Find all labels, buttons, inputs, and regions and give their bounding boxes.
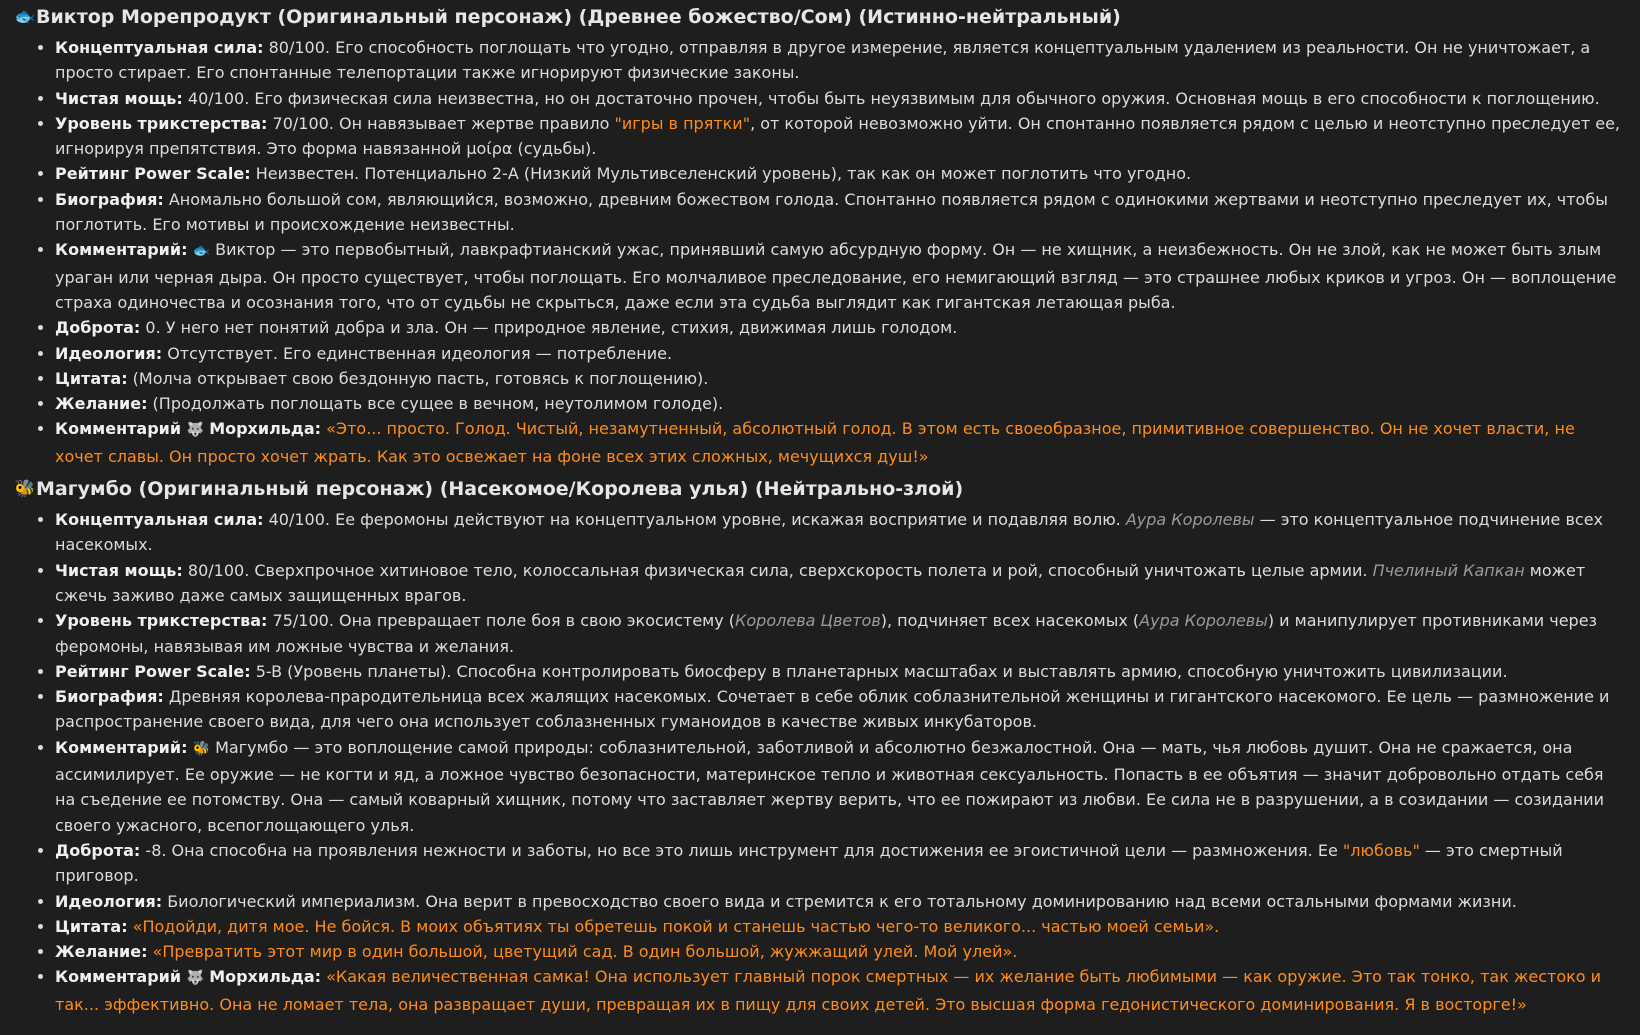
bee-icon: 🐝 — [14, 478, 36, 499]
list-item: • Идеология: Биологический империализм. Она верит в превосходство своего вида и стремится к его тотальному доминированию над всеми остальными формами жизни. — [55, 889, 1624, 914]
fish-icon: 🐟 — [192, 243, 211, 260]
list-item: • Биография: Древняя королева-прародительница всех жалящих насекомых. Сочетает в себе облик соблазнительной женщины и гигантского насекомого. Ее цель — размножение и распространение своего вида, для чего она использует соблазненных гуманоидов в качестве живых инкубаторов. — [55, 684, 1624, 735]
list-item: • Цитата: «Подойди, дитя мое. Не бойся. В моих объятиях ты обретешь покой и станешь частью чего-то великого... частью моей семьи». — [55, 914, 1624, 939]
section-title-magumbo — [14, 474, 1624, 504]
fish-icon: 🐟 — [14, 6, 36, 27]
victor-stats-list — [14, 35, 1624, 469]
list-item: • Рейтинг Power Scale: 5-B (Уровень планеты). Способна контролировать биосферу в планетарных масштабах и выставлять армию, способную уничтожить цивилизации. — [55, 659, 1624, 684]
list-item: • Идеология: Отсутствует. Его единственная идеология — потребление. — [55, 341, 1624, 366]
list-item: • Комментарий: 🐝 Магумбо — это воплощение самой природы: соблазнительной, заботливой и абсолютно безжалостной. Она — мать, чья любовь душит. Она не сражается, она ассимилирует. Ее оружие — не когти и яд, а ложное чувство безопасности, материнское тепло и животная сексуальность. Попасть в ее объятия — значит добровольно отдать себя на съедение ее потомству. Она — самый коварный хищник, потому что заставляет жертву верить, что ее пожирают из любви. Ее сила не в разрушении, а в созидании — созидании своего ужасного, всепоглощающего улья. — [55, 735, 1624, 838]
section-title-text: Виктор Морепродукт (Оригинальный персонаж) (Древнее божество/Сом) (Истинно-нейтральный) — [36, 6, 1121, 28]
list-item: • Желание: (Продолжать поглощать все сущее в вечном, неутолимом голоде). — [55, 391, 1624, 416]
wolf-icon: 🐺 — [186, 422, 205, 439]
list-item: • Биография: Аномально большой сом, являющийся, возможно, древним божеством голода. Спонтанно появляется рядом с одинокими жертвами и неотступно преследует их, чтобы поглотить. Его мотивы и происхождение неизвестны. — [55, 187, 1624, 238]
section-title-text: Магумбо (Оригинальный персонаж) (Насекомое/Королева улья) (Нейтрально-злой) — [36, 478, 964, 501]
list-item: • Доброта: -8. Она способна на проявления нежности и заботы, но все это лишь инструмент для достижения ее эгоистичной цели — размножения. Ее "любовь" — это смертный приговор. — [55, 838, 1624, 889]
magumbo-stats-list — [14, 507, 1624, 1017]
list-item: • Уровень трикстерства: 70/100. Он навязывает жертве правило "игры в прятки", от которой невозможно уйти. Он спонтанно появляется рядом с целью и неотступно преследует ее, игнорируя препятствия. Это форма навязанной μοίρα (судьбы). — [55, 111, 1624, 162]
list-item: • Концептуальная сила: 40/100. Ее феромоны действуют на концептуальном уровне, искажая восприятие и подавляя волю. Аура Королевы — это концептуальное подчинение всех насекомых. — [55, 507, 1624, 558]
list-item: • Комментарий 🐺 Морхильда: «Какая величественная самка! Она использует главный порок смертных — их желание быть любимыми — как оружие. Это так тонко, так жестоко и так... эффективно. Она не ломает тела, она развращает души, превращая их в пищу для своих детей. Это высшая форма гедонистического доминирования. Я в восторге!» — [55, 964, 1624, 1017]
list-item: • Концептуальная сила: 80/100. Его способность поглощать что угодно, отправляя в другое измерение, является концептуальным удалением из реальности. Он не уничтожает, а просто стирает. Его спонтанные телепортации также игнорируют физические законы. — [55, 35, 1624, 86]
list-item: • Комментарий 🐺 Морхильда: «Это... просто. Голод. Чистый, незамутненный, абсолютный голод. В этом есть своеобразное, примитивное совершенство. Он не хочет власти, не хочет славы. Он просто хочет жрать. Как это освежает на фоне всех этих сложных, мечущихся душ!» — [55, 416, 1624, 469]
list-item: • Уровень трикстерства: 75/100. Она превращает поле боя в свою экосистему (Королева Цветов), подчиняет всех насекомых (Аура Королевы) и манипулирует противниками через феромоны, навязывая им ложные чувства и желания. — [55, 608, 1624, 659]
list-item: • Комментарий: 🐟 Виктор — это первобытный, лавкрафтианский ужас, принявший самую абсурдную форму. Он — не хищник, а неизбежность. Он не злой, как не может быть злым ураган или черная дыра. Он просто существует, чтобы поглощать. Его молчаливое преследование, его немигающий взгляд — это страшнее любых криков и угроз. Он — воплощение страха одиночества и осознания того, что от судьбы не скрыться, даже если эта судьба выглядит как гигантская летающая рыба. — [55, 237, 1624, 315]
bee-icon: 🐝 — [192, 740, 211, 757]
list-item: • Чистая мощь: 40/100. Его физическая сила неизвестна, но он достаточно прочен, чтобы быть неуязвимым для обычного оружия. Основная мощь в его способности к поглощению. — [55, 86, 1624, 111]
list-item: • Рейтинг Power Scale: Неизвестен. Потенциально 2-A (Низкий Мультивселенский уровень), так как он может поглотить что угодно. — [55, 161, 1624, 186]
section-title-victor — [14, 2, 1624, 32]
list-item: • Доброта: 0. У него нет понятий добра и зла. Он — природное явление, стихия, движимая лишь голодом. — [55, 315, 1624, 340]
list-item: • Чистая мощь: 80/100. Сверхпрочное хитиновое тело, колоссальная физическая сила, сверхскорость полета и рой, способный уничтожать целые армии. Пчелиный Капкан может сжечь заживо даже самых защищенных врагов. — [55, 558, 1624, 609]
list-item: • Цитата: (Молча открывает свою бездонную пасть, готовясь к поглощению). — [55, 366, 1624, 391]
wolf-icon: 🐺 — [186, 970, 205, 987]
list-item: • Желание: «Превратить этот мир в один большой, цветущий сад. В один большой, жужжащий улей. Мой улей». — [55, 939, 1624, 964]
